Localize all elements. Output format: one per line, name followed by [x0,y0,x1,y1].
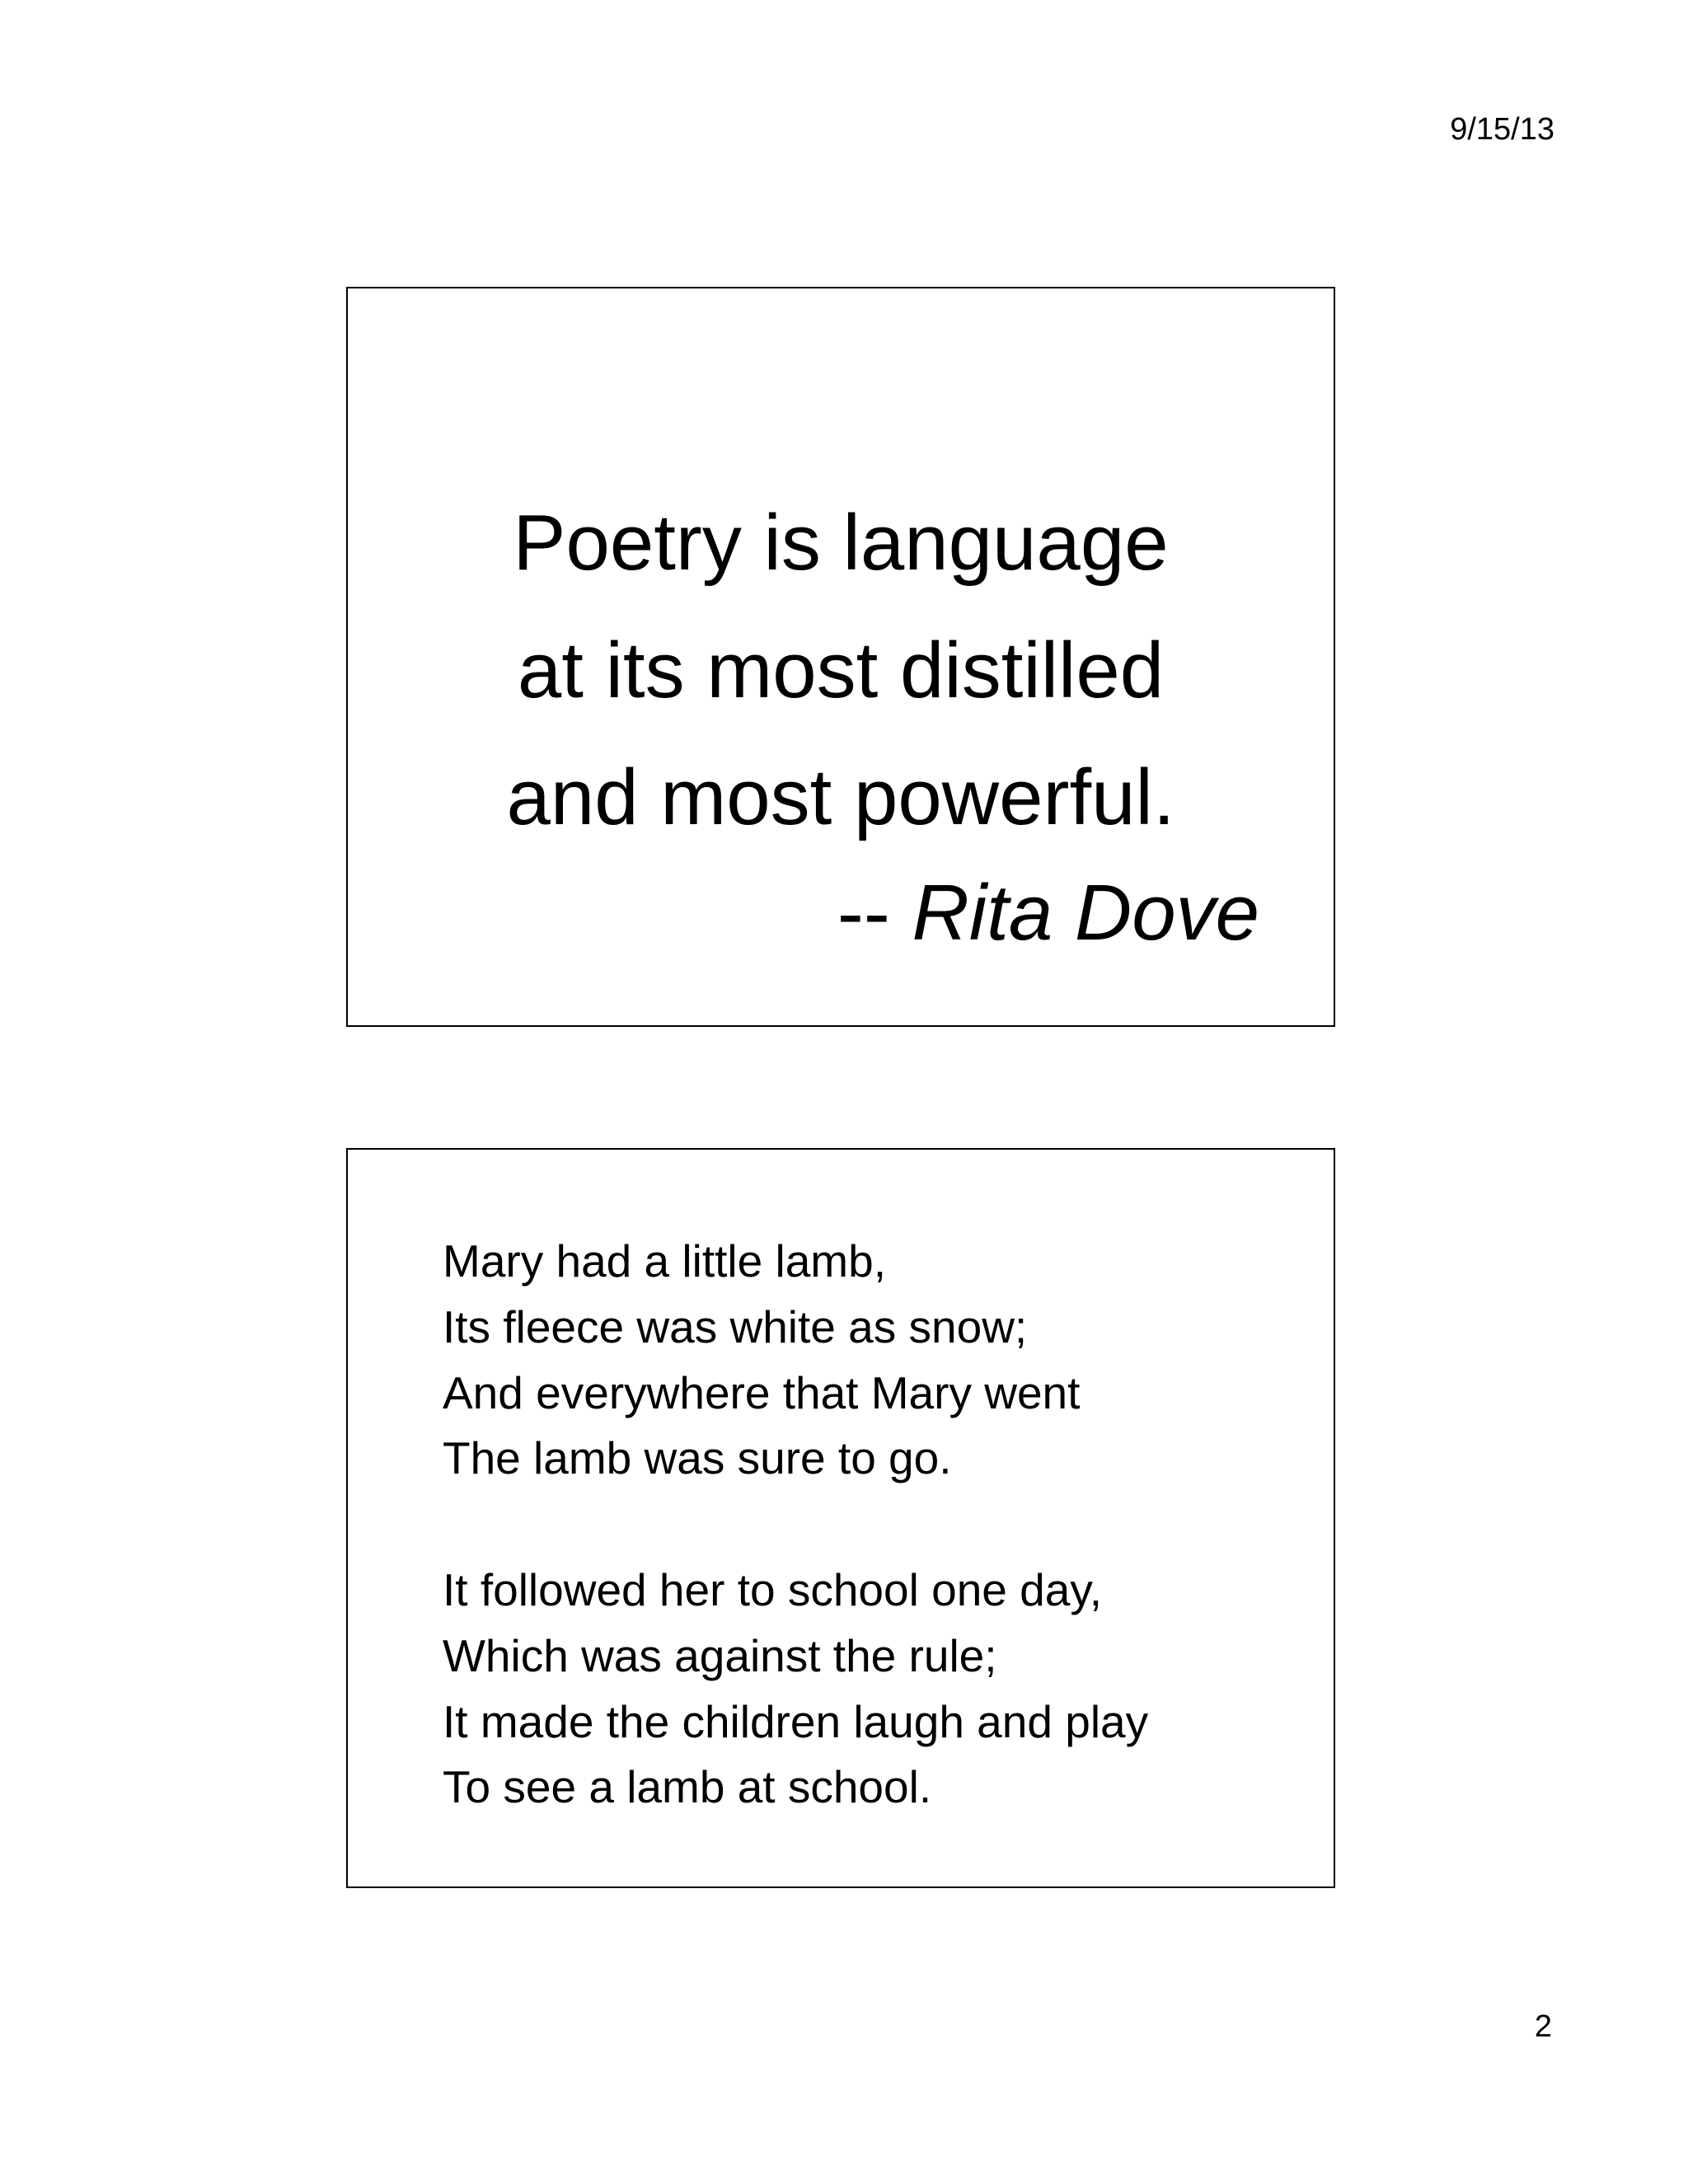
poem-line: Its fleece was white as snow; [443,1301,1028,1352]
quote-line-1: Poetry is language [513,499,1169,587]
page-number: 2 [1534,2009,1552,2044]
poem-stanza-2 [443,1558,1148,1821]
poem-text [443,1229,1148,1821]
poem-line: It followed her to school one day, [443,1564,1103,1615]
quote-slide [346,287,1335,1027]
quote-line-2: at its most distilled [517,626,1165,715]
poem-line: Which was against the rule; [443,1629,997,1681]
attribution-dashes: -- [837,869,890,957]
poem-stanza-1 [443,1229,1148,1492]
poem-line: It made the children laugh and play [443,1695,1149,1747]
poem-line: And everywhere that Mary went [443,1366,1081,1418]
poem-slide [346,1148,1335,1888]
poem-line: To see a lamb at school. [443,1761,932,1813]
poem-line: Mary had a little lamb, [443,1235,886,1286]
page-date: 9/15/13 [1450,112,1554,147]
poem-line: The lamb was sure to go. [443,1432,952,1484]
quote-line-3: and most powerful. [506,753,1175,842]
quote-attribution [837,869,1259,957]
attribution-author: Rita Dove [912,869,1259,957]
quote-text [348,480,1334,862]
